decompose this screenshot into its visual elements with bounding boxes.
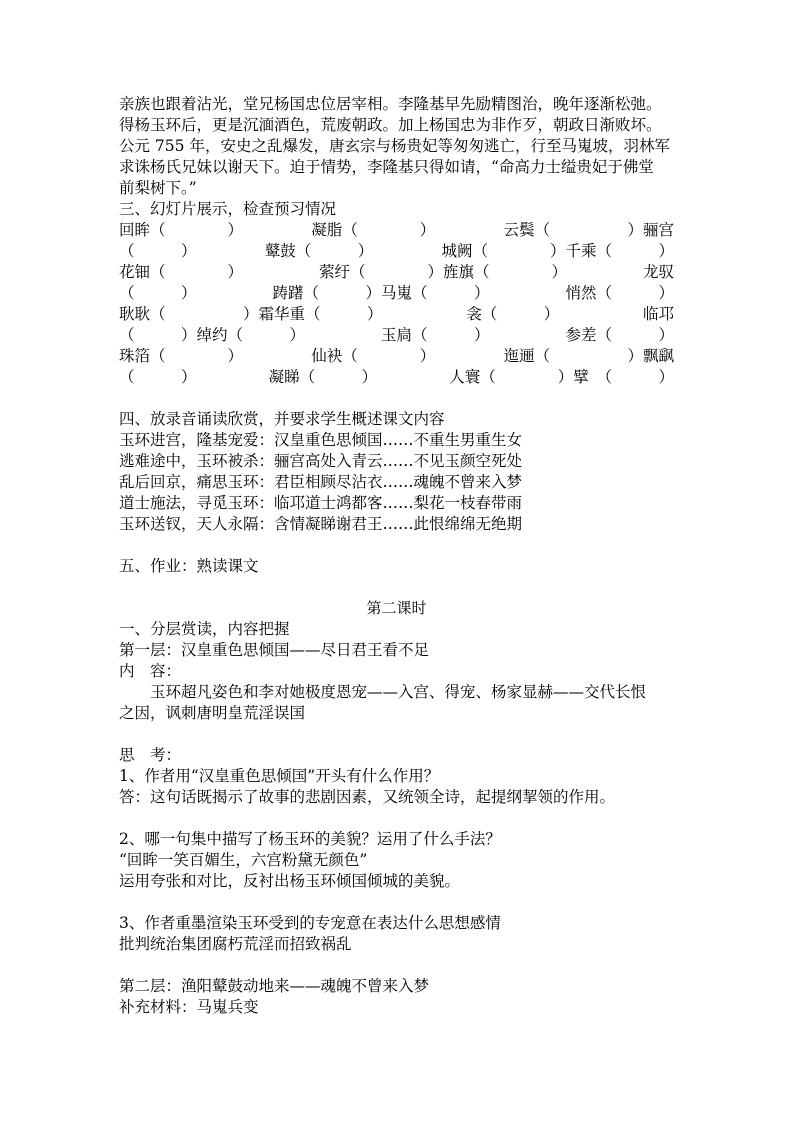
vocab-cell: （ ） [119,242,197,260]
section3-heading: 三、幻灯片展示，检查预习情况 [119,200,337,218]
vocab-cell: 城阙（ ）千乘（ ） [441,242,674,260]
vocab-cell: 人寰（ ）擘 （ ） [449,368,674,386]
vocab-cell: 萦纡（ ）旌旗（ ） [318,263,567,281]
summary-line: 玉环进宫，隆基宠爱：汉皇重色思倾国……不重生男重生女 [119,431,523,449]
vocab-cell: 衾（ ） [466,305,560,323]
answer-2: 运用夸张和对比，反衬出杨玉环倾国倾城的美貌。 [119,872,461,890]
summary-line: 道士施法，寻觅玉环：临邛道士鸿都客……梨花一枝春带雨 [119,494,523,512]
vocab-cell: 珠箔（ ） [119,347,244,365]
question-1: 1、作者用“汉皇重色思倾国”开头有什么作用？ [119,767,440,785]
content-line: 玉环超凡姿色和李对她极度恩宠——入宫、得宠、杨家显赫——交代长恨 [150,683,647,701]
vocab-cell: 临邛 [642,305,674,323]
supplement-line: 补充材料：马嵬兵变 [119,998,259,1016]
layer2-heading: 第二层：渔阳鼙鼓动地来——魂魄不曾来入梦 [119,977,430,995]
vocab-row [119,262,674,283]
content-line: 之因，讽刺唐明皇荒淫误国 [119,704,306,722]
vocab-cell: 玉扃（ ） [380,326,490,344]
intro-line: 亲族也跟着沾光，堂兄杨国忠位居宰相。李隆基早先励精图治，晚年逐渐松弛。 [119,95,662,113]
question-3: 3、作者重墨渲染玉环受到的专宠意在表达什么思想感情 [119,914,501,932]
summary-line: 玉环送钗，天人永隔：含情凝睇谢君王……此恨绵绵无绝期 [119,515,523,533]
vocab-cell: 踌躇（ ）马嵬（ ） [272,284,490,302]
vocab-cell: 迤逦（ ）飘飖 [503,347,674,365]
answer-2-quote: “回眸一笑百媚生，六宫粉黛无颜色” [119,851,368,869]
vocab-cell: （ ） [119,368,197,386]
vocab-cell: 参差（ ） [565,326,674,344]
part1-heading: 一、分层赏读，内容把握 [119,620,290,638]
content-label: 内 容： [119,662,182,680]
answer-3: 批判统治集团腐朽荒淫而招致祸乱 [119,935,352,953]
vocab-row [119,283,674,304]
intro-line: 前梨树下。” [119,179,197,197]
vocab-cell: 龙驭 [642,263,674,281]
summary-line: 乱后回京，痛思玉环：君臣相顾尽沾衣……魂魄不曾来入梦 [119,473,523,491]
vocab-row [119,304,674,325]
section4-heading: 四、放录音诵读欣赏，并要求学生概述课文内容 [119,410,445,428]
vocab-cell: 鼙鼓（ ） [264,242,374,260]
think-label: 思 考： [119,746,182,764]
vocab-cell: 悄然（ ） [565,284,674,302]
vocab-row [119,325,674,346]
vocab-cell: 云鬓（ ）骊宫 [503,221,674,239]
section5-homework: 五、作业：熟读课文 [119,557,259,575]
vocab-cell: 凝睇（ ） [268,368,378,386]
vocab-cell: 耿耿（ ）霜华重（ ） [119,305,383,323]
intro-line: 得杨玉环后，更是沉湎酒色，荒废朝政。加上杨国忠为非作歹，朝政日渐败坏。 [119,116,662,134]
summary-line: 逃难途中，玉环被杀：骊宫高处入青云……不见玉颜空死处 [119,452,523,470]
intro-line: 公元 755 年，安史之乱爆发，唐玄宗与杨贵妃等匆匆逃亡，行至马嵬坡，羽林军 [119,137,670,155]
layer1-heading: 第一层：汉皇重色思倾国——尽日君王看不足 [119,641,430,659]
intro-line: 求诛杨氏兄妹以谢天下。迫于情势，李隆基只得如请，“命高力士缢贵妃于佛堂 [119,158,654,176]
vocab-row [119,241,674,262]
vocab-row [119,346,674,367]
vocab-cell: 回眸（ ） [119,221,244,239]
document-page [119,94,674,1018]
vocab-cell: 仙袂（ ） [311,347,436,365]
answer-1: 答：这句话既揭示了故事的悲剧因素，又统领全诗，起提纲挈领的作用。 [119,788,616,806]
vocab-cell: 花钿（ ） [119,263,244,281]
lesson2-title: 第二课时 [366,599,427,617]
vocab-cell: 凝脂（ ） [311,221,436,239]
question-2: 2、哪一句集中描写了杨玉环的美貌？运用了什么手法？ [119,830,501,848]
vocab-cell: （ ）绰约（ ） [119,326,306,344]
vocab-row [119,220,674,241]
vocab-row [119,367,674,388]
vocab-cell: （ ） [119,284,197,302]
